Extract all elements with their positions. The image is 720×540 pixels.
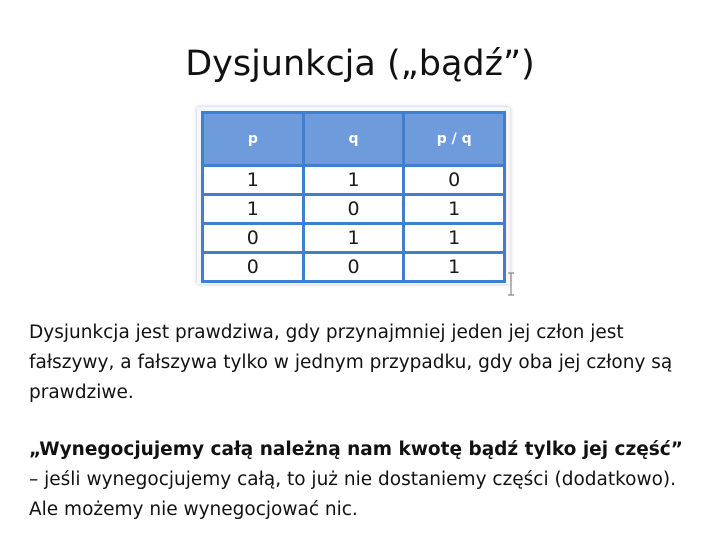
- table-cell: 0: [404, 166, 505, 195]
- example-explanation: – jeśli wynegocjujemy całą, to już nie dostaniemy części (dodatkowo). Ale możemy nie wynegocjować nic.: [29, 469, 677, 520]
- table-cell: 1: [404, 253, 505, 282]
- truth-table-image: [197, 107, 510, 284]
- table-cell: 1: [404, 195, 505, 224]
- table-cell: 0: [303, 195, 404, 224]
- table-cell: 1: [404, 224, 505, 253]
- example-paragraph: [29, 435, 689, 525]
- example-quote: „Wynegocjujemy całą należną nam kwotę bądź tylko jej część”: [29, 439, 683, 460]
- table-cell: 1: [303, 224, 404, 253]
- table-row: [203, 253, 505, 282]
- header-q: q: [303, 113, 404, 166]
- table-row: [203, 224, 505, 253]
- definition-paragraph: Dysjunkcja jest prawdziwa, gdy przynajmniej jeden jej człon jest fałszywy, a fałszywa tylko w jednym przypadku, gdy oba jej człony są prawdziwe.: [29, 322, 673, 403]
- text-cursor-icon: [506, 272, 516, 296]
- table-cell: 1: [203, 195, 304, 224]
- table-cell: 0: [203, 224, 304, 253]
- table-cell: 0: [203, 253, 304, 282]
- table-cell: 0: [303, 253, 404, 282]
- table-cell: 1: [203, 166, 304, 195]
- header-result: p / q: [404, 113, 505, 166]
- table-header-row: [203, 113, 505, 166]
- table-cell: 1: [303, 166, 404, 195]
- header-p: p: [203, 113, 304, 166]
- truth-table: [201, 111, 506, 283]
- slide-title: Dysjunkcja („bądź”): [185, 44, 535, 84]
- table-row: [203, 166, 505, 195]
- table-row: [203, 195, 505, 224]
